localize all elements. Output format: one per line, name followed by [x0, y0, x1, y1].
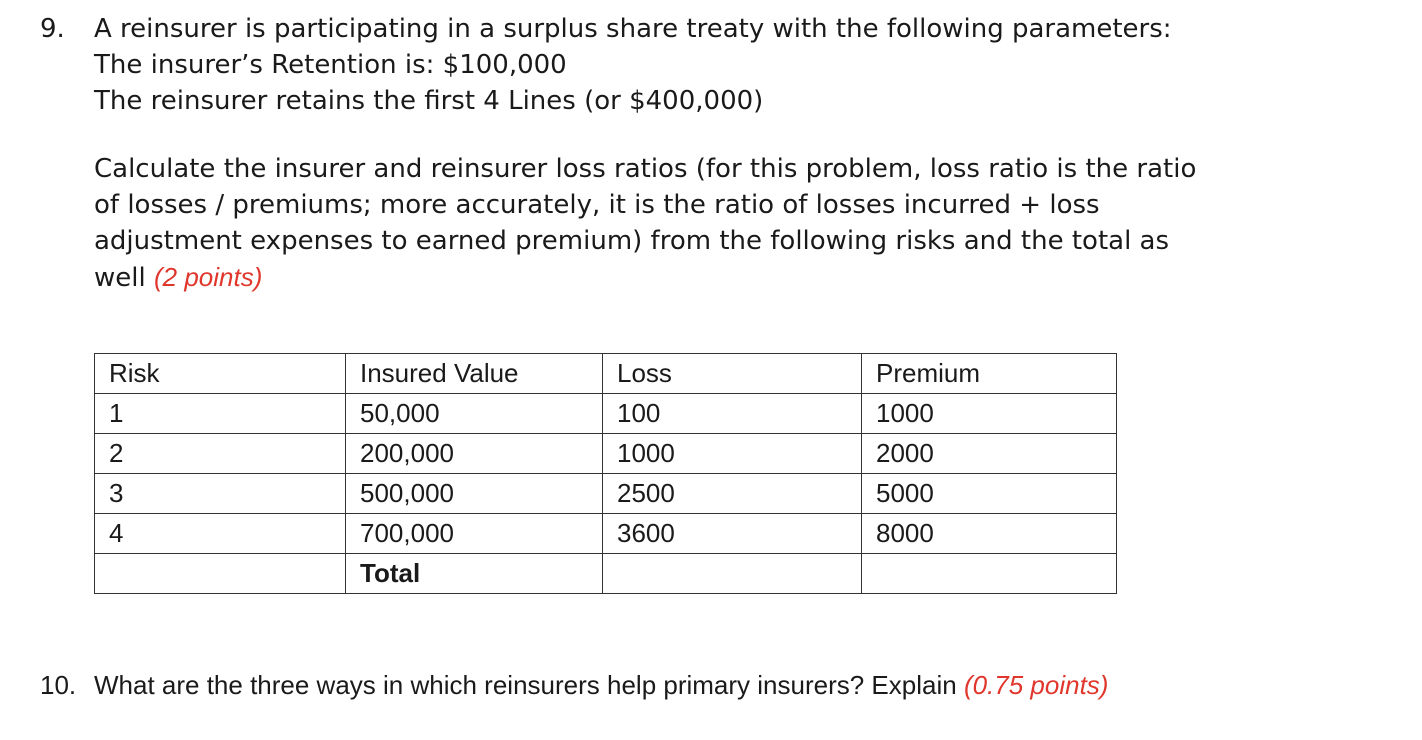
cell-insured-value: 50,000 [346, 394, 603, 434]
cell-loss: 3600 [603, 514, 862, 554]
question-9-line-2: The insurer’s Retention is: $100,000 [94, 50, 567, 80]
cell-premium: 2000 [862, 434, 1117, 474]
question-10-points: (0.75 points) [963, 670, 1109, 700]
question-9-points: (2 points) [153, 262, 263, 292]
cell-insured-value: 700,000 [346, 514, 603, 554]
instruction-last-word: well [94, 263, 146, 293]
question-10 [40, 667, 1108, 703]
question-9-number: 9. [40, 14, 65, 44]
total-label: Total [346, 554, 603, 594]
question-9-line-3: The reinsurer retains the first 4 Lines (or $400,000) [94, 86, 764, 116]
instruction-line-1: Calculate the insurer and reinsurer loss ratios (for this problem, loss ratio is the ratio [94, 154, 1197, 184]
table-row [95, 394, 1117, 434]
header-insured-value: Insured Value [346, 354, 603, 394]
header-loss: Loss [603, 354, 862, 394]
cell-premium: 8000 [862, 514, 1117, 554]
cell-loss: 100 [603, 394, 862, 434]
table-row [95, 514, 1117, 554]
question-9-instructions [94, 151, 1384, 296]
cell-premium: 1000 [862, 394, 1117, 434]
table-header-row [95, 354, 1117, 394]
table-row [95, 474, 1117, 514]
cell-premium: 5000 [862, 474, 1117, 514]
risk-table [94, 353, 1117, 594]
question-10-number: 10. [40, 670, 77, 700]
table-total-row [95, 554, 1117, 594]
cell-risk: 2 [95, 434, 346, 474]
cell-loss: 1000 [603, 434, 862, 474]
header-premium: Premium [862, 354, 1117, 394]
question-9-body [94, 11, 1384, 119]
cell-insured-value: 200,000 [346, 434, 603, 474]
cell-empty [603, 554, 862, 594]
instruction-line-3: adjustment expenses to earned premium) from the following risks and the total as [94, 226, 1170, 256]
cell-empty [95, 554, 346, 594]
question-9-line-1: A reinsurer is participating in a surplus share treaty with the following parameters: [94, 14, 1172, 44]
cell-risk: 3 [95, 474, 346, 514]
table-row [95, 434, 1117, 474]
cell-loss: 2500 [603, 474, 862, 514]
header-risk: Risk [95, 354, 346, 394]
question-10-text: What are the three ways in which reinsurers help primary insurers? Explain [94, 670, 957, 700]
cell-empty [862, 554, 1117, 594]
cell-risk: 1 [95, 394, 346, 434]
instruction-line-4 [94, 259, 1384, 296]
instruction-line-2: of losses / premiums; more accurately, it is the ratio of losses incurred + loss [94, 190, 1100, 220]
cell-risk: 4 [95, 514, 346, 554]
cell-insured-value: 500,000 [346, 474, 603, 514]
